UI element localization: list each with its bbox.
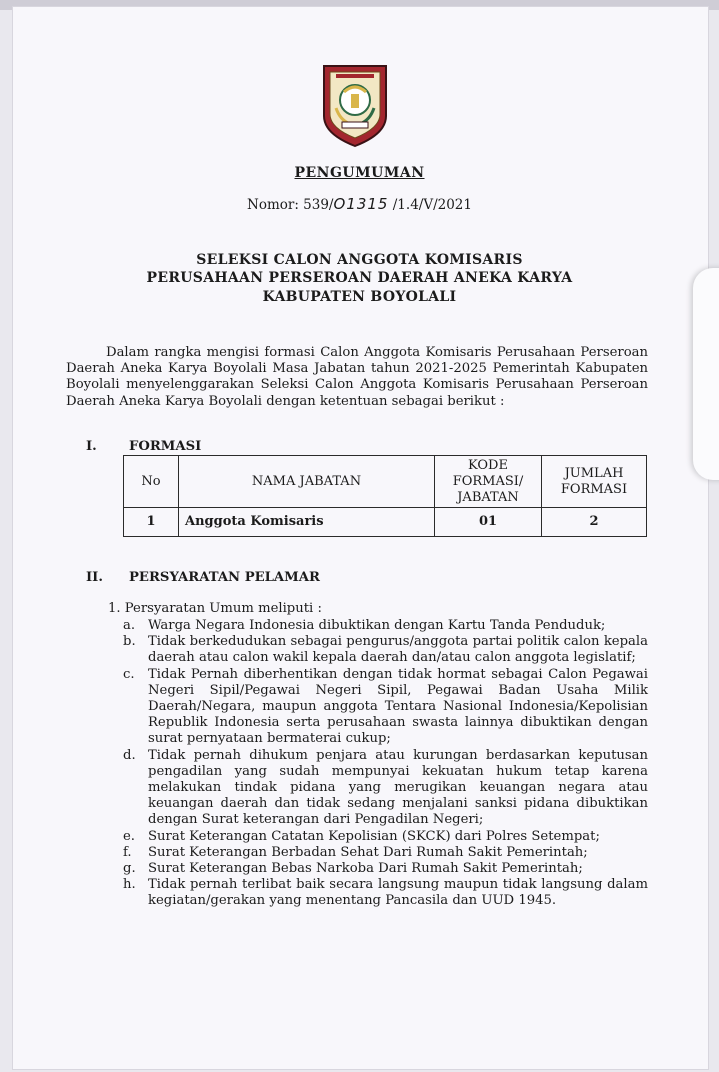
item-text: Surat Keterangan Berbadan Sehat Dari Rumah Sakit Pemerintah;: [148, 844, 588, 860]
nomor-suffix: /1.4/V/2021: [388, 197, 472, 213]
section-1-title: FORMASI: [129, 439, 202, 454]
section-1-number: I.: [86, 439, 97, 454]
item-letter: g.: [123, 861, 136, 877]
item-text: Tidak pernah terlibat baik secara langsung maupun tidak langsung dalam kegiatan/gerakan yang menentang Pancasila dan UUD 1945.: [148, 877, 648, 909]
list-item: [123, 618, 648, 634]
section-2-number: II.: [86, 570, 103, 585]
requirements-subtitle: 1. Persyaratan Umum meliputi :: [108, 601, 322, 616]
kabupaten-emblem-icon: [322, 64, 388, 148]
intro-text: Dalam rangka mengisi formasi Calon Anggota Komisaris Perusahaan Perseroan Daerah Aneka Karya Boyolali Masa Jabatan tahun 2021-2025 Pemerintah Kabupaten Boyolali menyelenggarakan Seleksi Calon Anggota Komisaris Perusahaan Perseroan Daerah Aneka Karya Boyolali dengan ketentuan sebagai berikut :: [66, 345, 648, 409]
list-item: [123, 829, 648, 845]
nomor-handwritten: O1315: [333, 195, 389, 213]
cell-no: 1: [124, 508, 179, 537]
heading-line-3: KABUPATEN BOYOLALI: [262, 289, 457, 305]
item-letter: e.: [123, 828, 135, 844]
nomor-prefix: Nomor: 539/: [247, 197, 334, 213]
cell-jumlah-formasi: 2: [542, 508, 647, 537]
item-letter: c.: [123, 666, 135, 682]
list-item: [123, 634, 648, 666]
list-item: [123, 748, 648, 829]
document-title: PENGUMUMAN: [294, 165, 425, 181]
document-number: [0, 195, 719, 213]
item-text: Surat Keterangan Catatan Kepolisian (SKCK) dari Polres Setempat;: [148, 828, 600, 844]
list-item: [123, 667, 648, 748]
item-text: Tidak Pernah diberhentikan dengan tidak hormat sebagai Calon Pegawai Negeri Sipil/Pegawai Negeri Sipil, Pegawai Badan Usaha Milik Daerah/Negara, maupun anggota Tentara Nasional Indonesia/Kepolisian Republik Indonesia serta perusahaan swasta lainnya dibuktikan dengan surat pernyataan bermaterai cukup;: [148, 666, 648, 747]
formasi-table: [123, 455, 647, 537]
heading-line-2: PERUSAHAAN PERSEROAN DAERAH ANEKA KARYA: [146, 270, 573, 286]
header-kode-formasi: KODE FORMASI/ JABATAN: [435, 456, 542, 508]
table-header-row: [124, 456, 647, 508]
list-item: [123, 877, 648, 909]
header-no: No: [124, 456, 179, 508]
item-letter: h.: [123, 877, 136, 893]
item-letter: d.: [123, 747, 136, 763]
requirements-list: [123, 618, 648, 910]
item-text: Tidak berkedudukan sebagai pengurus/anggota partai politik calon kepala daerah atau calon wakil kepala daerah dan/atau calon anggota legislatif;: [148, 634, 648, 666]
cell-nama-jabatan: Anggota Komisaris: [179, 508, 435, 537]
list-item: [123, 861, 648, 877]
intro-paragraph: [66, 345, 648, 410]
cell-kode-formasi: 01: [435, 508, 542, 537]
section-2-title: PERSYARATAN PELAMAR: [129, 570, 320, 585]
item-text: Warga Negara Indonesia dibuktikan dengan Kartu Tanda Penduduk;: [148, 618, 606, 633]
header-nama-jabatan: NAMA JABATAN: [179, 456, 435, 508]
header-jumlah-formasi: JUMLAH FORMASI: [542, 456, 647, 508]
heading-line-1: SELEKSI CALON ANGGOTA KOMISARIS: [196, 252, 523, 268]
item-letter: f.: [123, 844, 132, 860]
item-text: Tidak pernah dihukum penjara atau kurungan berdasarkan keputusan pengadilan yang sudah mempunyai kekuatan hukum tetap karena melakukan tindak pidana yang merugikan keuangan negara atau keuangan daerah dan tidak sedang menjalani sanksi pidana dibuktikan dengan Surat keterangan dari Pengadilan Negeri;: [148, 747, 648, 828]
item-letter: a.: [123, 618, 136, 633]
item-text: Surat Keterangan Bebas Narkoba Dari Rumah Sakit Pemerintah;: [148, 861, 583, 877]
item-letter: b.: [123, 634, 136, 650]
table-row: [124, 508, 647, 537]
list-item: [123, 845, 648, 861]
